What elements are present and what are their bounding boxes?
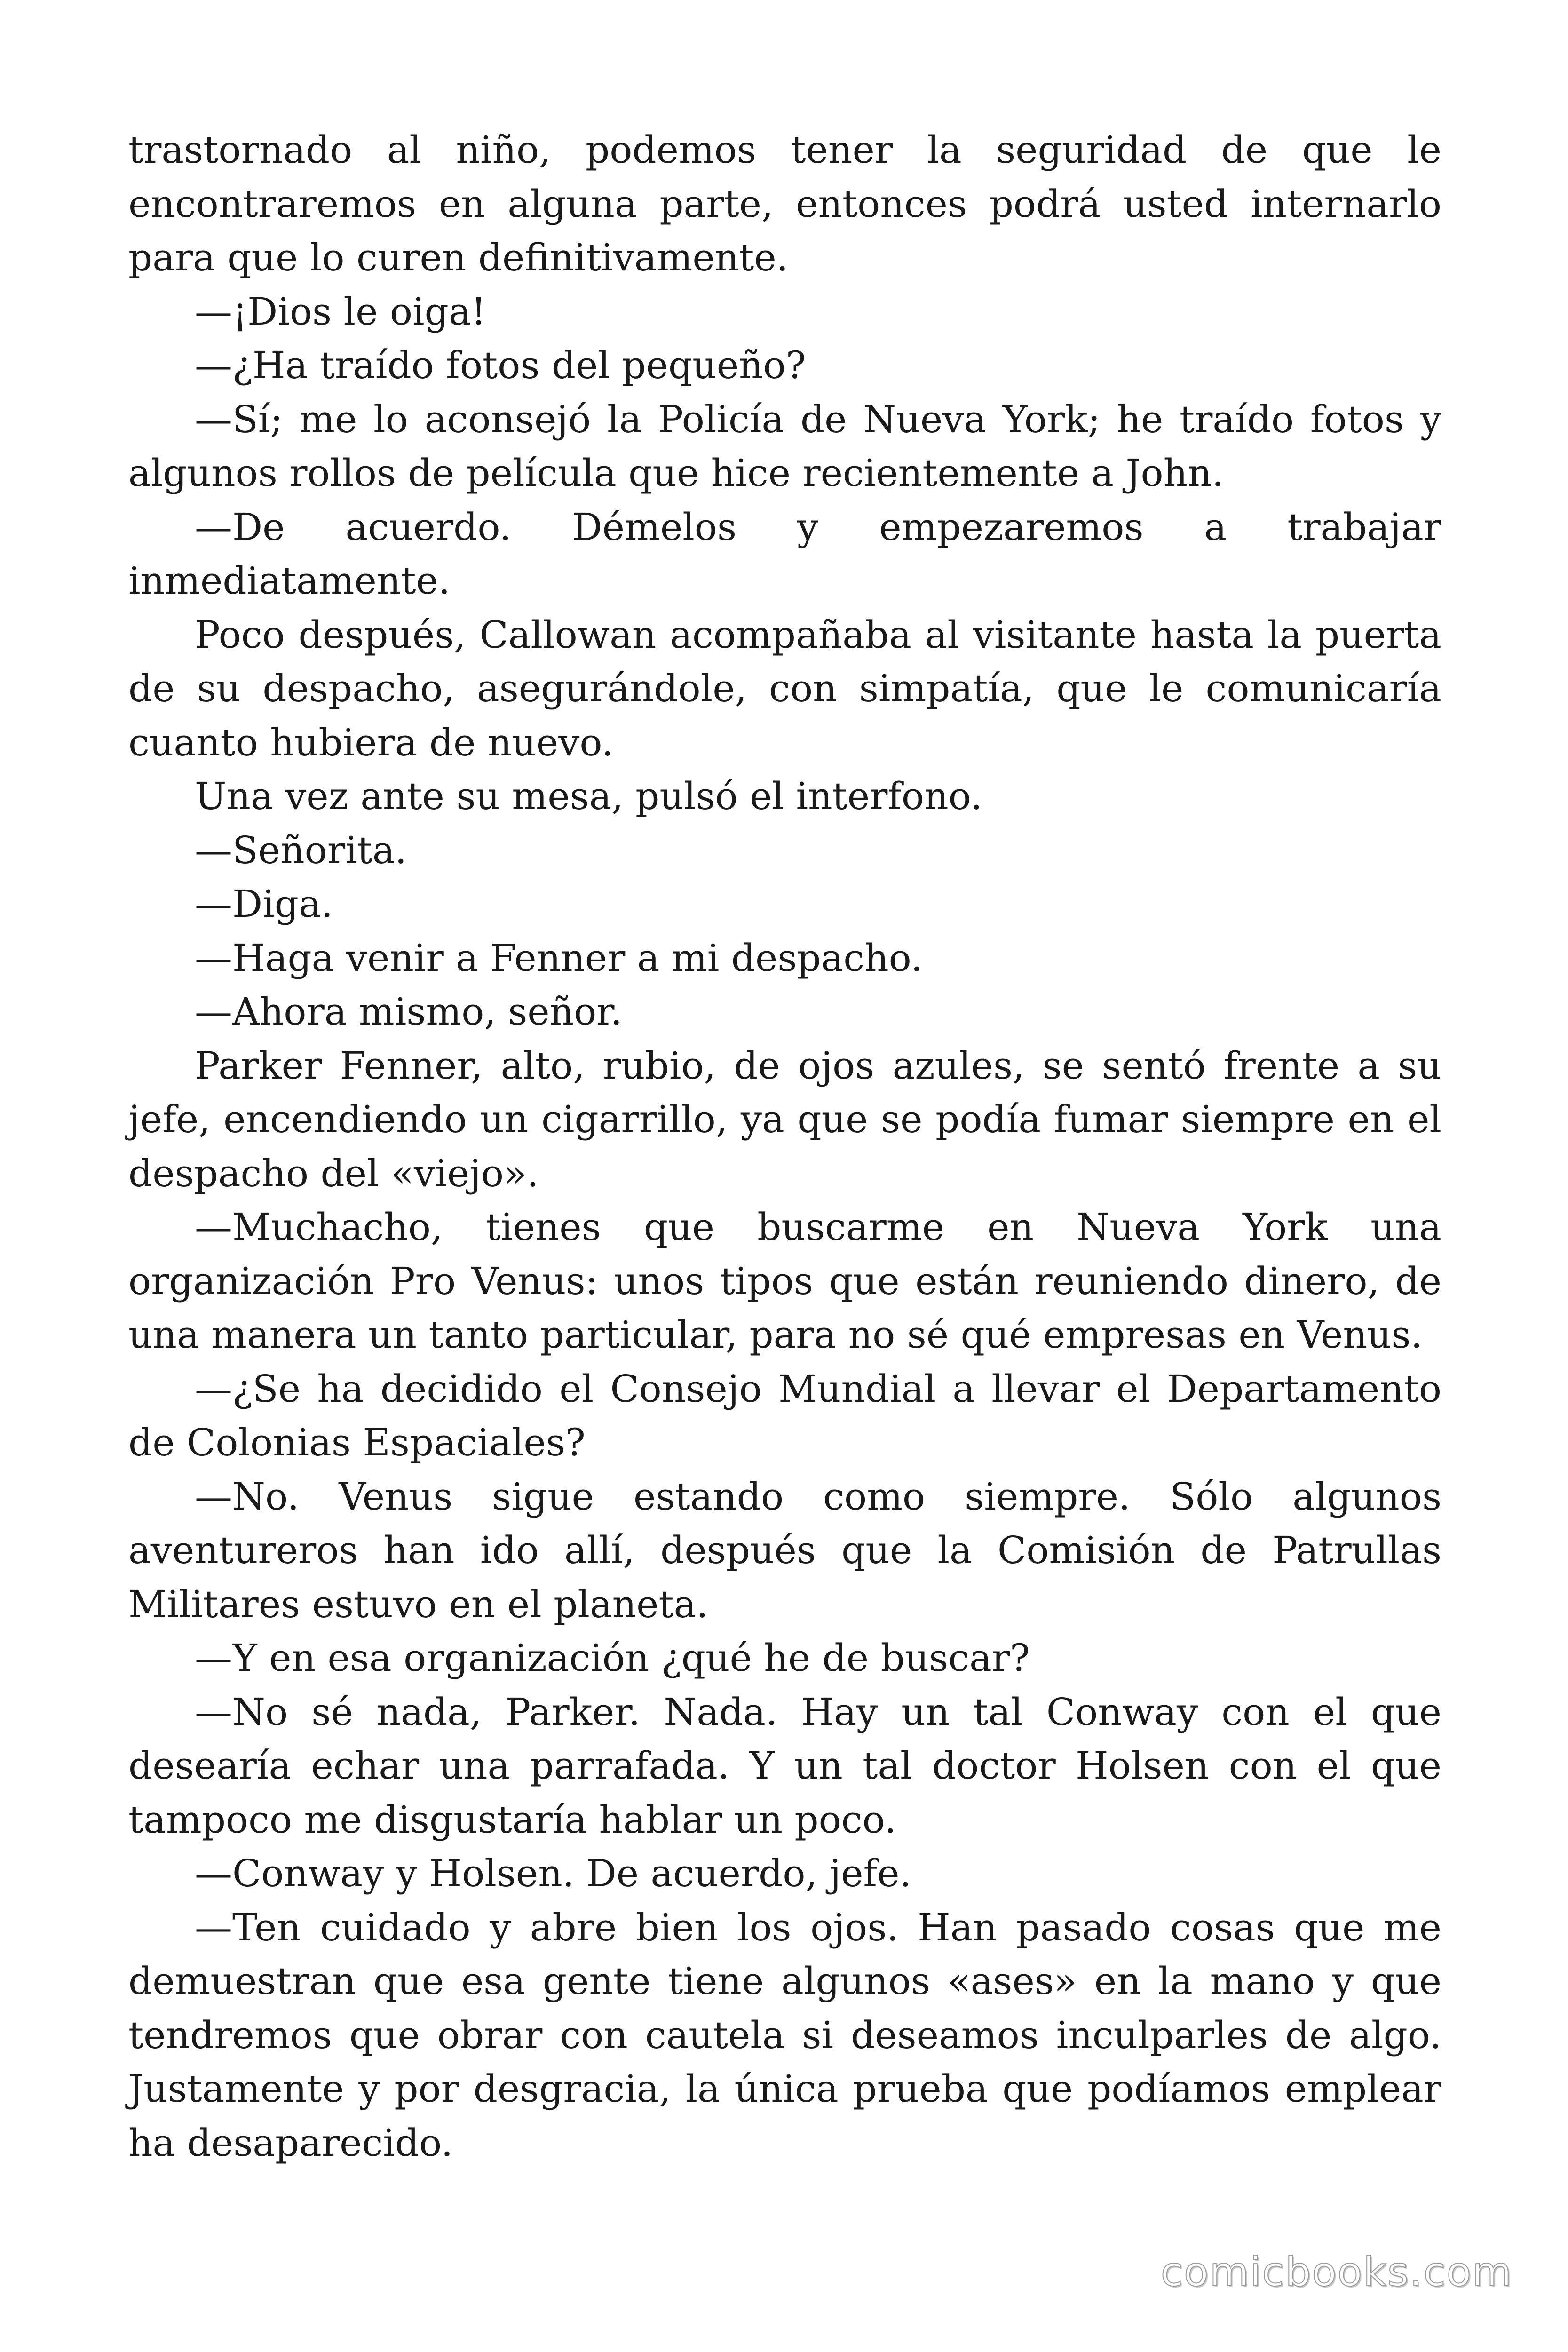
paragraph: —Muchacho, tienes que buscarme en Nueva York una organización Pro Venus: unos tipos que están reuniendo dinero, de una manera un tanto particular, para no sé qué empresas en Venus. xyxy=(128,1205,1441,1357)
paragraph: —Y en esa organización ¿qué he de buscar? xyxy=(195,1636,1030,1680)
paragraph: —Diga. xyxy=(195,882,333,926)
paragraph: —No sé nada, Parker. Nada. Hay un tal Conway con el que desearía echar una parrafada. Y un tal doctor Holsen con el que tampoco me disgustaría hablar un poco. xyxy=(128,1690,1441,1842)
paragraph: —No. Venus sigue estando como siempre. Sólo algunos aventureros han ido allí, después que la Comisión de Patrullas Militares estuvo en el planeta. xyxy=(128,1474,1441,1626)
page-text xyxy=(128,123,1441,2170)
paragraph: Una vez ante su mesa, pulsó el interfono. xyxy=(195,774,982,818)
paragraph: —Ten cuidado y abre bien los ojos. Han pasado cosas que me demuestran que esa gente tiene algunos «ases» en la mano y que tendremos que obrar con cautela si deseamos inculparles de algo. Justamente y por desgracia, la única prueba que podíamos emplear ha desaparecido. xyxy=(128,1905,1441,2165)
paragraph: —Señorita. xyxy=(195,828,407,872)
paragraph: —¡Dios le oiga! xyxy=(195,289,486,334)
watermark-logo: comicbooks.com xyxy=(1160,2249,1513,2296)
paragraph: —Ahora mismo, señor. xyxy=(195,990,623,1033)
paragraph: —Haga venir a Fenner a mi despacho. xyxy=(195,936,923,980)
paragraph: Parker Fenner, alto, rubio, de ojos azules, se sentó frente a su jefe, encendiendo un cigarrillo, ya que se podía fumar siempre en el despacho del «viejo». xyxy=(128,1043,1441,1195)
paragraph: —Conway y Holsen. De acuerdo, jefe. xyxy=(195,1851,911,1895)
paragraph: Poco después, Callowan acompañaba al visitante hasta la puerta de su despacho, asegurándole, con simpatía, que le comunicaría cuanto hubiera de nuevo. xyxy=(128,612,1441,764)
paragraph: —¿Ha traído fotos del pequeño? xyxy=(195,343,806,387)
paragraph: —Sí; me lo aconsejó la Policía de Nueva York; he traído fotos y algunos rollos de película que hice recientemente a John. xyxy=(128,397,1441,495)
paragraph-continuation: trastornado al niño, podemos tener la seguridad de que le encontraremos en alguna parte, entonces podrá usted internarlo para que lo curen definitivamente. xyxy=(128,128,1441,279)
paragraph: —De acuerdo. Démelos y empezaremos a trabajar inmediatamente. xyxy=(128,505,1441,603)
paragraph: —¿Se ha decidido el Consejo Mundial a llevar el Departamento de Colonias Espaciales? xyxy=(128,1367,1441,1464)
